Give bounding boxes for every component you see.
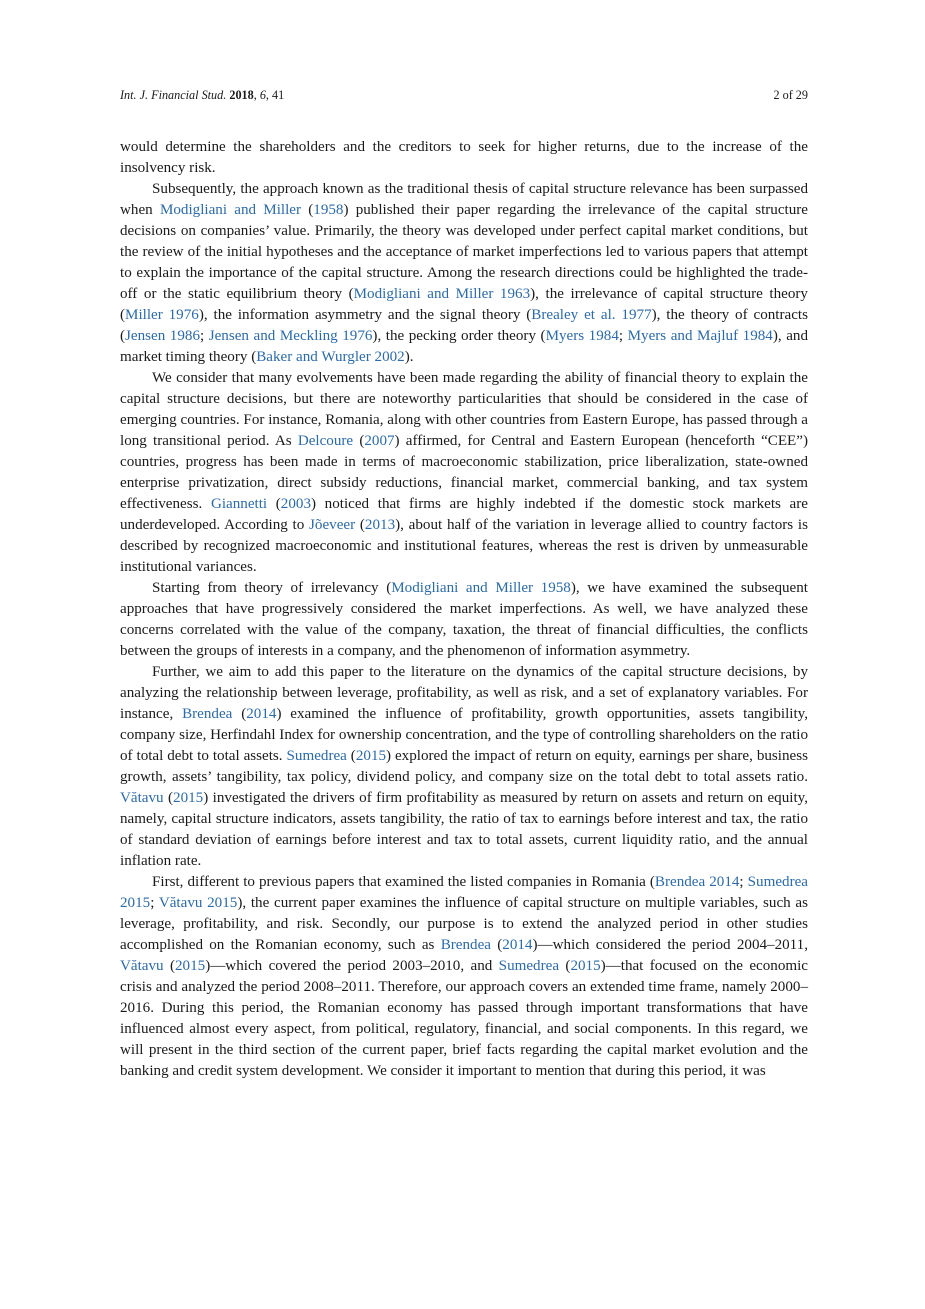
citation-link[interactable]: Jensen and Meckling 1976 (208, 328, 373, 344)
paragraph-1 (120, 179, 808, 368)
citation-link[interactable]: 2015 (570, 958, 601, 974)
text-run: ; (150, 895, 159, 911)
text-run: ( (490, 937, 503, 953)
citation-link[interactable]: Sumedrea (286, 748, 347, 764)
journal-citation: Int. J. Financial Stud. 2018, 6, 41 (120, 88, 285, 102)
citation-link[interactable]: Sumedrea 2015 (120, 874, 809, 911)
citation-link[interactable]: Brealey et al. 1977 (531, 307, 652, 323)
paragraph-5 (120, 872, 808, 1082)
paragraph-4 (120, 662, 808, 872)
citation-link[interactable]: 2014 (246, 706, 277, 722)
citation-link[interactable]: Modigliani and Miller 1958 (391, 580, 571, 596)
text-run: ( (267, 496, 281, 512)
text-run: ( (353, 433, 365, 449)
text-run: ). (404, 349, 414, 365)
text-run: ; (200, 328, 209, 344)
citation-link[interactable]: Miller 1976 (125, 307, 199, 323)
citation-link[interactable]: Myers and Majluf 1984 (627, 328, 773, 344)
text-run: )—which considered the period 2004–2011, (532, 937, 808, 953)
text-run: ) explored the impact of return on equity, earnings per share, business growth, assets’ tangibility, tax policy, dividend policy, and company size on the total debt to total assets ratio. (120, 748, 808, 785)
citation-link[interactable]: Jõeveer (309, 517, 356, 533)
text-run: First, different to previous papers that examined the listed companies in Romania ( (152, 874, 655, 890)
text-run: ( (559, 958, 571, 974)
citation-link[interactable]: Modigliani and Miller 1963 (353, 286, 531, 302)
text-run: ) published their paper regarding the irrelevance of the capital structure decisions on companies’ value. Primarily, the theory was developed under perfect capital market conditions, but the review of the initial hypotheses and the acceptance of market imperfections led to various papers that attempt to explain the importance of the capital structure. Among the research directions could be highlighted the trade-off or the static equilibrium theory ( (120, 202, 808, 302)
text-run: ( (355, 517, 365, 533)
citation-link[interactable]: Vătavu (120, 958, 164, 974)
journal-abbr: Int. J. Financial Stud. (120, 88, 227, 102)
text-run: Subsequently, the approach known as the traditional thesis of capital structure relevance has been surpassed when (120, 181, 808, 218)
text-run: ( (163, 958, 175, 974)
text-run: )—which covered the period 2003–2010, and (205, 958, 499, 974)
text-run: ; (618, 328, 628, 344)
text-run: ), we have examined the subsequent approaches that have progressively considered the market imperfections. As well, we have analyzed these concerns correlated with the value of the company, taxation, the threat of financial difficulties, the conflicts between the groups of interests in a company, and the phenomenon of information asymmetry. (120, 580, 808, 659)
text-run: ), the theory of contracts ( (120, 307, 808, 344)
citation-link[interactable]: Delcoure (297, 433, 354, 449)
text-run: ( (163, 790, 174, 806)
text-run: ), the irrelevance of capital structure theory ( (120, 286, 808, 323)
text-run: )—that focused on the economic crisis and analyzed the period 2008–2011. Therefore, our approach covers an extended time frame, namely 2000–2016. During this period, the Romanian economy has passed through important transformations that have influenced almost every aspect, from political, regulatory, financial, and social components. In this regard, we will present in the third section of the current paper, brief facts regarding the capital market evolution and the banking and credit system development. We consider it important to mention that during this period, it was (120, 958, 808, 1079)
citation-link[interactable]: Myers 1984 (545, 328, 619, 344)
citation-link[interactable]: Brendea (440, 937, 491, 953)
text-run: ), the information asymmetry and the signal theory ( (198, 307, 532, 323)
paragraph-0 (120, 137, 808, 179)
citation-link[interactable]: Baker and Wurgler 2002 (256, 349, 405, 365)
text-run: ) affirmed, for Central and Eastern European (henceforth “CEE”) countries, progress has been made in terms of macroeconomic stabilization, price liberalization, state-owned enterprise privatization, direct subsidy reductions, financial market, commercial banking, and tax system effectiveness. (120, 433, 809, 512)
text-run: ( (232, 706, 247, 722)
citation-link[interactable]: 2015 (355, 748, 387, 764)
text-run: would determine the shareholders and the creditors to seek for higher returns, due to the increase of the insolvency risk. (120, 139, 808, 176)
citation-link[interactable]: 2014 (502, 937, 533, 953)
article-number: 41 (272, 88, 285, 102)
citation-link[interactable]: Brendea (182, 706, 233, 722)
paragraph-3 (120, 578, 808, 662)
citation-link[interactable]: Vătavu 2015 (158, 895, 238, 911)
citation-link[interactable]: 1958 (313, 202, 344, 218)
text-run: ) investigated the drivers of firm profitability as measured by return on assets and return on equity, namely, capital structure indicators, assets tangibility, the ratio of tax to earnings before interest and tax, the ratio of standard deviation of earnings before interest and tax to total assets, current liquidity ratio, and the annual inflation rate. (120, 790, 808, 869)
citation-link[interactable]: Giannetti (210, 496, 268, 512)
text-run: Further, we aim to add this paper to the literature on the dynamics of the capital structure decisions, by analyzing the relationship between leverage, profitability, as well as risk, and a set of explanatory variables. For instance, (120, 664, 808, 722)
citation-link[interactable]: 2003 (280, 496, 311, 512)
paragraph-2 (120, 368, 808, 578)
text-run: ), the pecking order theory ( (372, 328, 546, 344)
journal-year: 2018 (229, 88, 254, 102)
citation-link[interactable]: 2013 (364, 517, 396, 533)
citation-link[interactable]: Brendea 2014 (654, 874, 740, 890)
citation-link[interactable]: Sumedrea (498, 958, 560, 974)
text-run: ( (301, 202, 314, 218)
citation-link[interactable]: 2007 (364, 433, 395, 449)
citation-link[interactable]: 2015 (173, 790, 204, 806)
running-header (120, 84, 808, 106)
text-run: ; (739, 874, 748, 890)
citation-link[interactable]: Vătavu (120, 790, 164, 806)
page-number: 2 of 29 (773, 88, 808, 102)
journal-volume: 6 (259, 88, 266, 102)
citation-link[interactable]: Jensen 1986 (125, 328, 200, 344)
text-run: ) noticed that firms are highly indebted if the domestic stock markets are underdeveloped. According to (120, 496, 808, 533)
text-run: ) examined the influence of profitability, growth opportunities, assets tangibility, company size, Herfindahl Index for ownership concentration, and the type of controlling shareholders on the ratio of total debt to total assets. (120, 706, 809, 764)
text-run: Starting from theory of irrelevancy ( (152, 580, 392, 596)
text-run: ), about half of the variation in leverage allied to country factors is described by recognized macroeconomic and institutional features, whereas the rest is driven by unmeasurable institutional variances. (120, 517, 808, 575)
citation-link[interactable]: Modigliani and Miller (159, 202, 301, 218)
text-run: ), and market timing theory ( (120, 328, 808, 365)
body-text (120, 137, 808, 1082)
citation-link[interactable]: 2015 (175, 958, 206, 974)
text-run: We consider that many evolvements have been made regarding the ability of financial theory to explain the capital structure decisions, but there are noteworthy particularities that should be considered in the case of emerging countries. For instance, Romania, along with other countries from Eastern Europe, has passed through a long transitional period. As (120, 370, 808, 449)
text-run: ), the current paper examines the influence of capital structure on multiple variables, such as leverage, profitability, and risk. Secondly, our purpose is to extend the analyzed period in other studies accomplished on the Romanian economy, such as (120, 895, 808, 953)
text-run: ( (346, 748, 356, 764)
